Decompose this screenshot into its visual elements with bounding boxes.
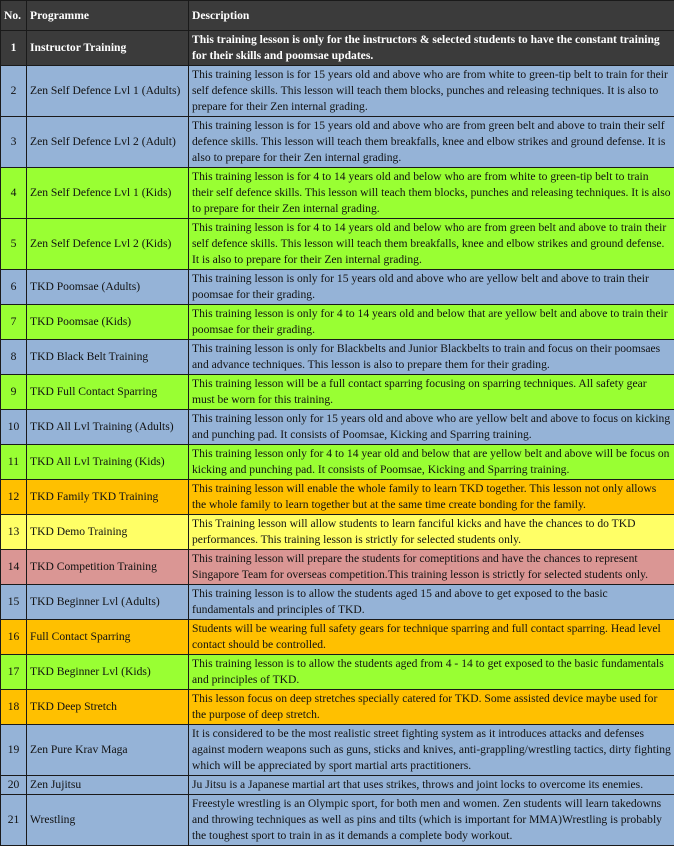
programme-name: TKD Beginner Lvl (Adults) [27,585,189,620]
header-programme: Programme [27,1,189,31]
row-number: 8 [1,340,27,375]
programme-description: Ju Jitsu is a Japanese martial art that uses strikes, throws and joint locks to overcome its enemies. [189,776,674,795]
row-number: 1 [1,31,27,66]
row-number: 21 [1,795,27,846]
row-number: 11 [1,445,27,480]
programme-description: This training lesson is to allow the students aged 15 and above to get exposed to the basic fundamentals and principles of TKD. [189,585,674,620]
table-row [1,168,674,219]
table-row [1,31,674,66]
row-number: 13 [1,515,27,550]
header-description: Description [189,1,674,31]
programme-description: This training lesson only for 4 to 14 year old and below that are yellow belt and above will be focus on kicking and punching pad. It consists of Poomsae, Kicking and Sparring training. [189,445,674,480]
table-row [1,515,674,550]
row-number: 10 [1,410,27,445]
programme-description: This training lesson is for 4 to 14 years old and below who are from white to green-tip belt to train their self defence skills. This lesson will teach them blocks, punches and releasing techniques. It is also to prepare for their Zen internal grading. [189,168,674,219]
programme-name: Instructor Training [27,31,189,66]
row-number: 6 [1,270,27,305]
programme-name: Zen Jujitsu [27,776,189,795]
row-number: 9 [1,375,27,410]
programme-name: TKD Full Contact Sparring [27,375,189,410]
row-number: 12 [1,480,27,515]
table-row [1,66,674,117]
programme-name: Zen Self Defence Lvl 2 (Kids) [27,219,189,270]
programme-name: Zen Self Defence Lvl 2 (Adult) [27,117,189,168]
programme-name: TKD Competition Training [27,550,189,585]
table-row [1,550,674,585]
table-row [1,776,674,795]
table-row [1,117,674,168]
programme-description: This training lesson will be a full contact sparring focusing on sparring techniques. All safety gear must be worn for this training. [189,375,674,410]
row-number: 7 [1,305,27,340]
row-number: 17 [1,655,27,690]
table-row [1,585,674,620]
row-number: 4 [1,168,27,219]
programme-name: TKD Family TKD Training [27,480,189,515]
programme-name: TKD Deep Stretch [27,690,189,725]
table-row [1,655,674,690]
programme-description: Freestyle wrestling is an Olympic sport, for both men and women. Zen students will learn takedowns and throwing techniques as well as pins and tilts (which is important for MMA)Wrestling is probably the toughest sport to train in as it demands a complete body workout. [189,795,674,846]
table-row [1,445,674,480]
table-row [1,690,674,725]
table-row [1,410,674,445]
table-row [1,340,674,375]
programme-description: This training lesson is only for Blackbelts and Junior Blackbelts to train and focus on their poomsaes and advance techniques. This lesson is also to prepare them for their grading. [189,340,674,375]
programme-name: Wrestling [27,795,189,846]
programme-description: This Training lesson will allow students to learn fanciful kicks and have the chances to do TKD performances. This training lesson is strictly for selected students only. [189,515,674,550]
programme-description: This training lesson will enable the whole family to learn TKD together. This lesson not only allows the whole family to learn together but at the same time create bonding for the family. [189,480,674,515]
programme-name: TKD All Lvl Training (Kids) [27,445,189,480]
table-row [1,219,674,270]
header-no: No. [1,1,27,31]
programme-name: Full Contact Sparring [27,620,189,655]
row-number: 5 [1,219,27,270]
table-row [1,480,674,515]
programme-name: TKD Demo Training [27,515,189,550]
table-header [1,1,674,31]
table-row [1,725,674,776]
programme-name: TKD Beginner Lvl (Kids) [27,655,189,690]
table-row [1,375,674,410]
programme-name: TKD Poomsae (Adults) [27,270,189,305]
programme-description: This lesson focus on deep stretches specially catered for TKD. Some assisted device maybe used for the purpose of deep stretch. [189,690,674,725]
row-number: 18 [1,690,27,725]
row-number: 16 [1,620,27,655]
row-number: 2 [1,66,27,117]
programme-description: This training lesson is only for 4 to 14 years old and below that are yellow belt and above to train their poomsae for their grading. [189,305,674,340]
row-number: 20 [1,776,27,795]
row-number: 19 [1,725,27,776]
programme-description: This training lesson is for 15 years old and above who are from green belt and above to train their self defence skills. This lesson will teach them breakfalls, knee and elbow strikes and ground defense. It is also to prepare for their Zen internal grading. [189,117,674,168]
programme-description: This training lesson is only for 15 years old and above who are yellow belt and above to train their poomsae for their grading. [189,270,674,305]
programme-name: TKD Poomsae (Kids) [27,305,189,340]
programme-description: This training lesson is for 15 years old and above who are from white to green-tip belt to train for their self defence skills. This lesson will teach them blocks, punches and releasing techniques. It is also to prepare for their Zen internal grading. [189,66,674,117]
programme-description: This training lesson is to allow the students aged from 4 - 14 to get exposed to the basic fundamentals and principles of TKD. [189,655,674,690]
programme-name: Zen Pure Krav Maga [27,725,189,776]
programme-name: Zen Self Defence Lvl 1 (Kids) [27,168,189,219]
table-row [1,620,674,655]
programme-name: TKD All Lvl Training (Adults) [27,410,189,445]
programme-name: Zen Self Defence Lvl 1 (Adults) [27,66,189,117]
programme-description: This training lesson is for 4 to 14 years old and below who are from green belt and above to train their self defence skills. This lesson will teach them breakfalls, knee and elbow strikes and ground defense. It is also to prepare for their Zen internal grading. [189,219,674,270]
programme-description: This training lesson only for 15 years old and above who are yellow belt and above to focus on kicking and punching pad. It consists of Poomsae, Kicking and Sparring training. [189,410,674,445]
programme-name: TKD Black Belt Training [27,340,189,375]
row-number: 14 [1,550,27,585]
row-number: 3 [1,117,27,168]
row-number: 15 [1,585,27,620]
table-row [1,795,674,846]
table-row [1,305,674,340]
programme-description: This training lesson is only for the instructors & selected students to have the constant training for their skills and poomsae updates. [189,31,674,66]
table-row [1,270,674,305]
programme-description: This training lesson will prepare the students for comeptitions and have the chances to represent Singapore Team for overseas competition.This training lesson is strictly for selected students only. [189,550,674,585]
programme-description: Students will be wearing full safety gears for technique sparring and full contact sparring. Head level contact should be controlled. [189,620,674,655]
programme-description: It is considered to be the most realistic street fighting system as it introduces attacks and defenses against modern weapons such as guns, sticks and knives, anti-grappling/wrestling tactics, dirty fighting which will be appreciated by sport martial arts practitioners. [189,725,674,776]
